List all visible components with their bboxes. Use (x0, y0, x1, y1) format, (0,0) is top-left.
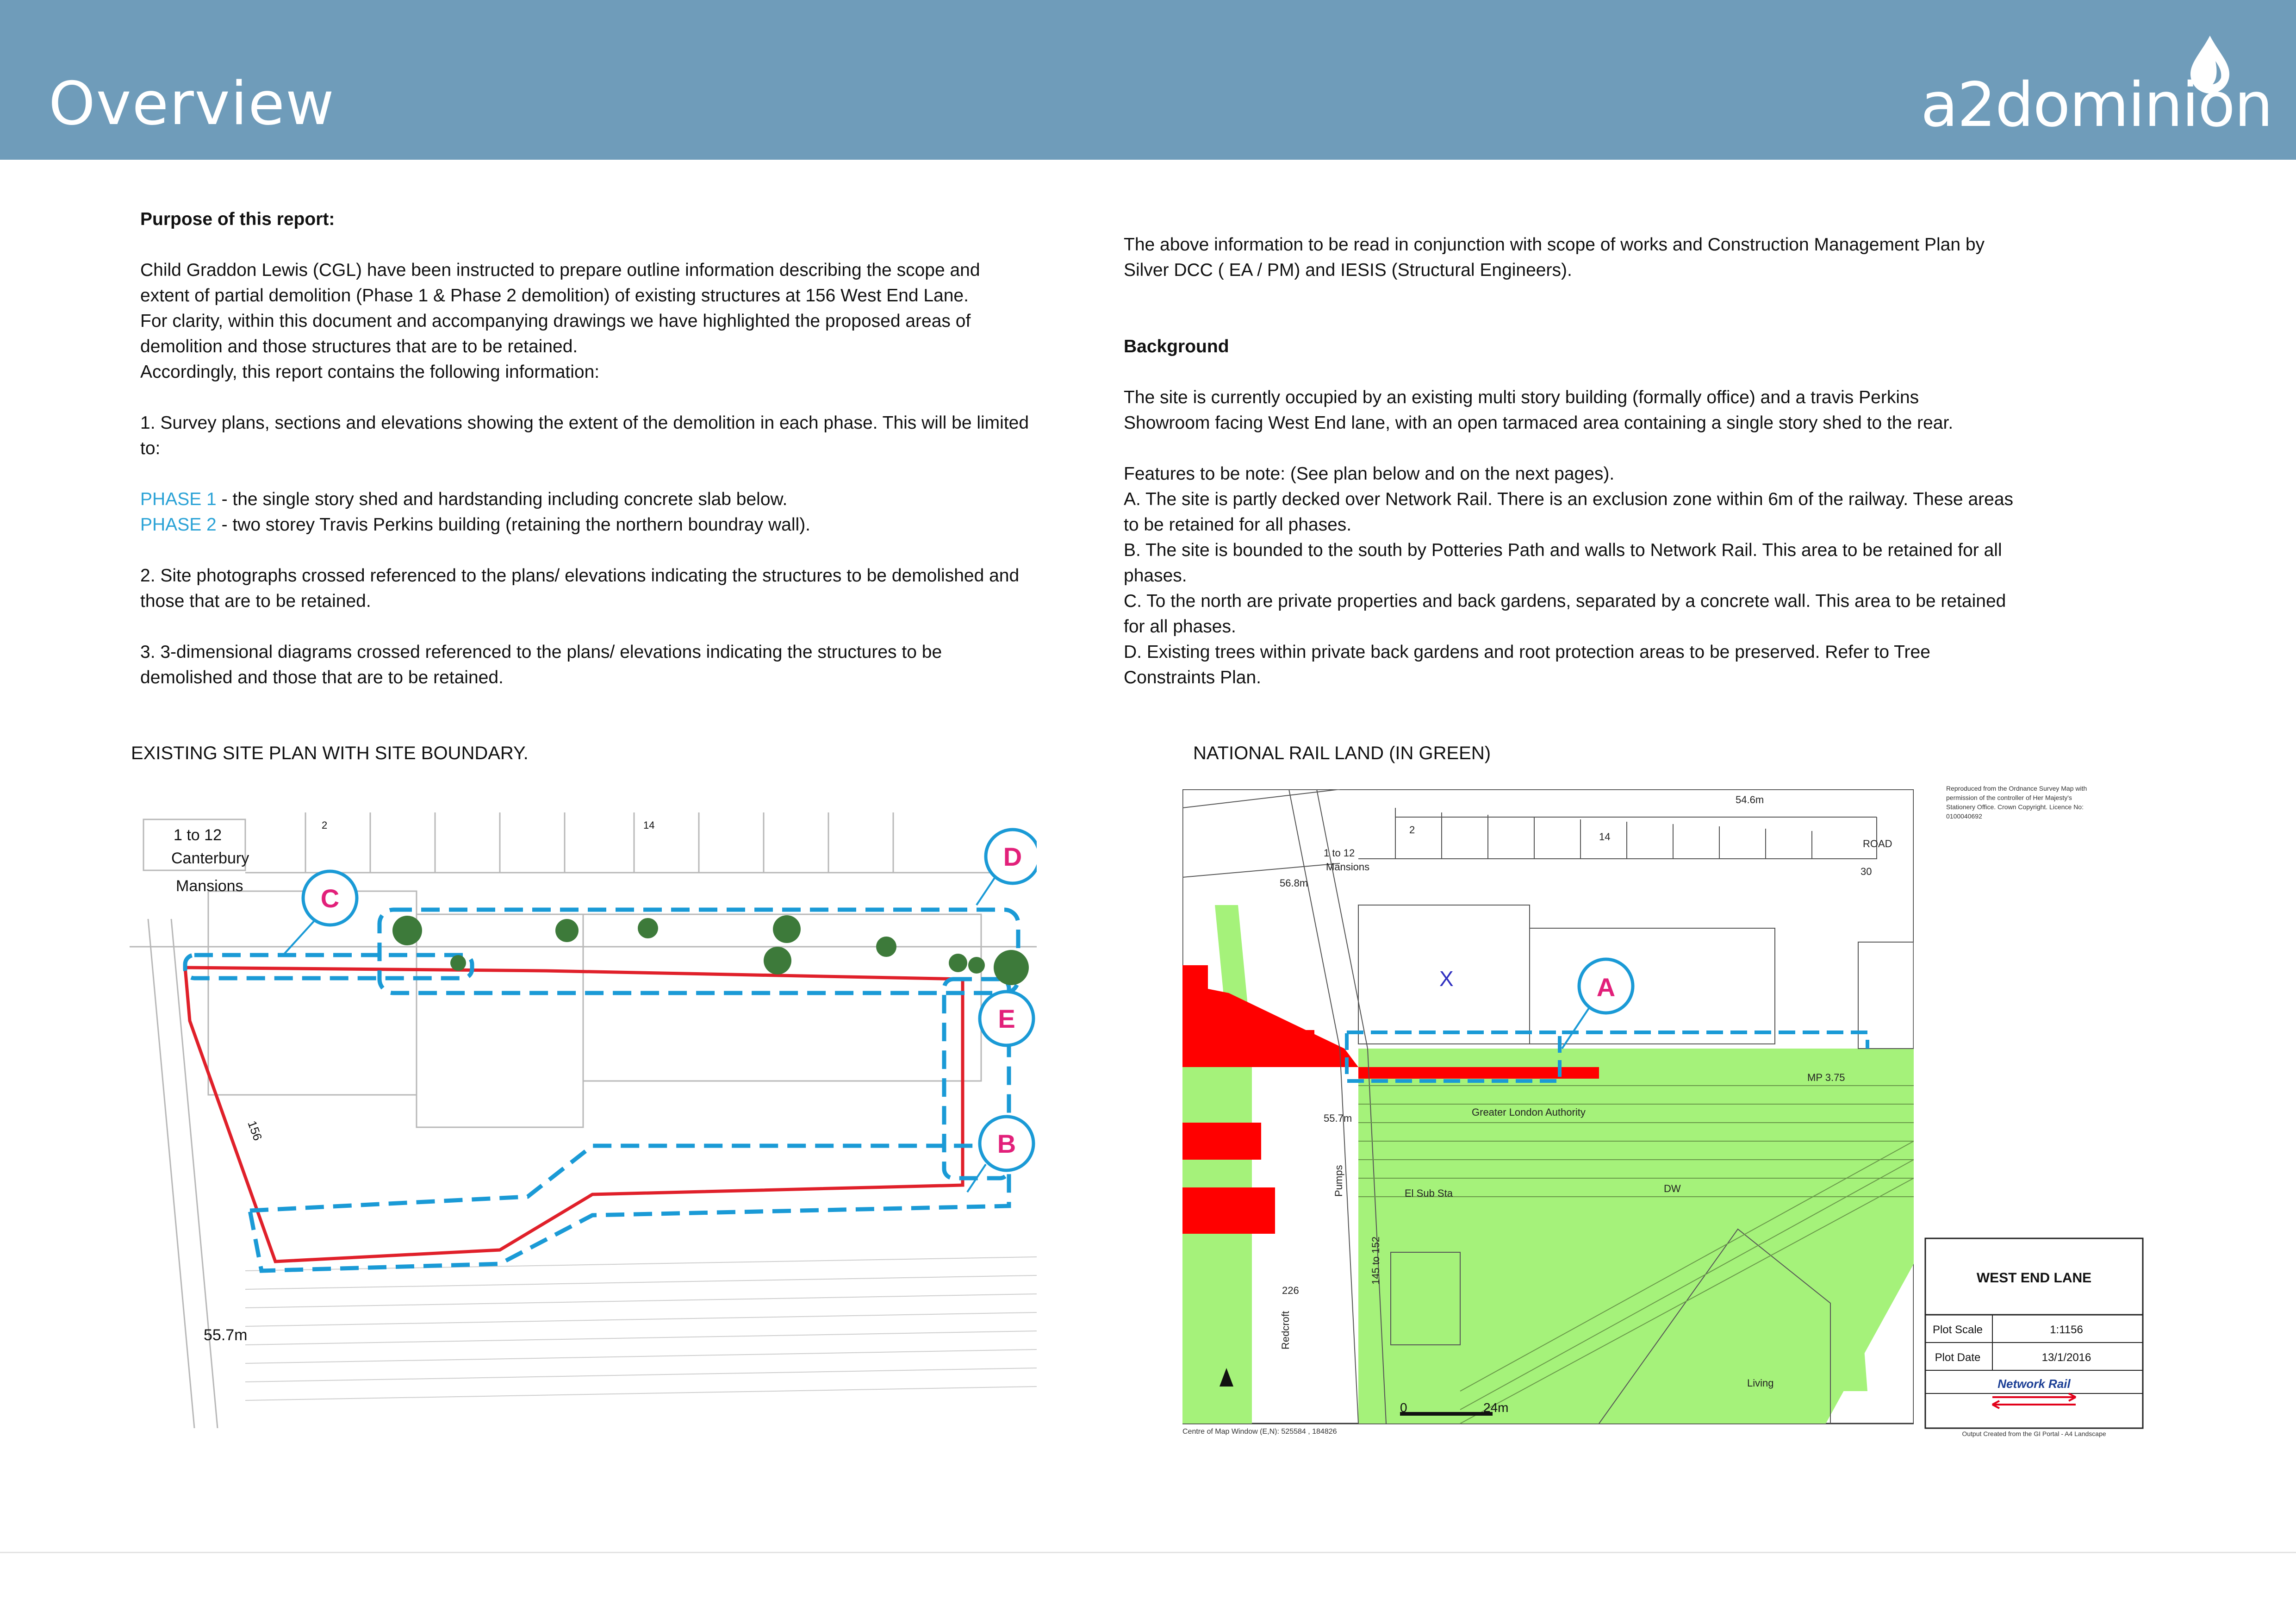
mansions-label: Mansions (176, 877, 243, 895)
right-plan-caption: NATIONAL RAIL LAND (IN GREEN) (1193, 743, 1491, 763)
copyright-line: Reproduced from the Ordnance Survey Map with (1946, 785, 2087, 792)
copyright-line: Stationery Office. Crown Copyright. Licence No: (1946, 803, 2084, 811)
marker-a: A (1596, 973, 1616, 1002)
background-line: Showroom facing West End lane, with an open tarmaced area containing a single story shed to the rear. (1124, 413, 1954, 433)
intro-line: demolition and those structures that are to be retained. (140, 337, 578, 356)
intro-line: Silver DCC ( EA / PM) and IESIS (Structural Engineers). (1124, 260, 1572, 280)
level-3-label: 56.8m (1280, 877, 1308, 889)
dw-label: DW (1664, 1183, 1681, 1194)
list-item-line: 1. Survey plans, sections and elevations showing the extent of the demolition in each phase. This will be limited (140, 413, 1029, 433)
number-2-label: 2 (1409, 824, 1415, 836)
number-156-label: 156 (245, 1118, 265, 1143)
redcroft-label: Redcroft (1280, 1311, 1291, 1349)
phase-1-line (140, 487, 1103, 512)
feature-line: Features to be note: (See plan below and on the next pages). (1124, 464, 1615, 484)
copyright-line: permission of the controller of Her Majesty's (1946, 794, 2072, 801)
left-plan-caption: EXISTING SITE PLAN WITH SITE BOUNDARY. (131, 743, 529, 763)
feature-line: D. Existing trees within private back gardens and root protection areas to be preserved. Refer to Tree (1124, 642, 1930, 662)
one-to-12-label: 1 to 12 (1324, 847, 1355, 859)
page-header (0, 0, 2296, 160)
level-label: 55.7m (204, 1326, 248, 1344)
gla-label: Greater London Authority (1472, 1106, 1586, 1118)
phase-1-label: PHASE 1 (140, 489, 217, 509)
pumps-label: Pumps (1333, 1165, 1344, 1197)
phase-2-line (140, 512, 1103, 537)
intro-line: Child Graddon Lewis (CGL) have been instructed to prepare outline information describing the scope and (140, 260, 980, 280)
list-item-line: those that are to be retained. (140, 591, 371, 611)
title-block-footer-note: Output Created from the GI Portal - A4 Landscape (1962, 1430, 2106, 1437)
feature-line: A. The site is partly decked over Network Rail. There is an exclusion zone within 6m of the railway. These areas (1124, 489, 2014, 509)
one-to-12-label: 1 to 12 (174, 826, 222, 844)
background-heading: Background (1124, 337, 1229, 356)
plot-scale-label: Plot Scale (1932, 1324, 1983, 1336)
scale-end-label: 24m (1483, 1400, 1509, 1415)
marker-e: E (998, 1004, 1015, 1033)
feature-line: to be retained for all phases. (1124, 515, 1352, 535)
number-226-label: 226 (1282, 1285, 1299, 1296)
map-centre-footer: Centre of Map Window (E,N): 525584 , 184826 (1182, 1428, 1337, 1435)
background-section (1124, 232, 2119, 690)
number-14-label: 14 (1599, 831, 1611, 843)
marker-c: C (320, 884, 340, 913)
background-line: The site is currently occupied by an existing multi story building (formally office) and a travis Perkins (1124, 387, 1919, 407)
range-label: 145 to 152 (1370, 1237, 1381, 1285)
level-label: 55.7m (1324, 1112, 1352, 1124)
list-item-line: 2. Site photographs crossed referenced to the plans/ elevations indicating the structures to be demolished and (140, 566, 1020, 586)
number-2-label: 2 (322, 819, 328, 831)
purpose-section (140, 206, 1103, 690)
feature-line: phases. (1124, 566, 1187, 586)
title-block (1923, 1236, 2145, 1440)
title-block-name: WEST END LANE (1976, 1270, 2092, 1286)
scale-start-label: 0 (1400, 1400, 1407, 1415)
purpose-heading: Purpose of this report: (140, 209, 335, 229)
feature-line: C. To the north are private properties and back gardens, separated by a concrete wall. This area to be retained (1124, 591, 2006, 611)
sub-station-label: El Sub Sta (1405, 1187, 1453, 1199)
plot-date-label: Plot Date (1935, 1351, 1981, 1364)
canterbury-label: Canterbury (171, 849, 249, 867)
intro-line: For clarity, within this document and accompanying drawings we have highlighted the proposed areas of (140, 311, 971, 331)
list-item-line: to: (140, 438, 161, 458)
mansions-label: Mansions (1326, 861, 1370, 873)
list-item-line: demolished and those that are to be retained. (140, 668, 504, 687)
national-rail-land-plan (1182, 789, 1914, 1435)
plot-scale-value: 1:1156 (2050, 1324, 2083, 1336)
brand-logo-text: a2dominion (1921, 69, 2272, 141)
intro-line: extent of partial demolition (Phase 1 & Phase 2 demolition) of existing structures at 156 West End Lane. (140, 286, 969, 306)
phase-2-label: PHASE 2 (140, 515, 217, 535)
marker-x: X (1439, 967, 1454, 991)
marker-d: D (1003, 842, 1022, 871)
intro-line: Accordingly, this report contains the following information: (140, 362, 600, 382)
existing-site-plan (130, 808, 1037, 1428)
level-2-label: 54.6m (1736, 794, 1764, 806)
feature-line: B. The site is bounded to the south by Potteries Path and walls to Network Rail. This area to be retained for all (1124, 540, 2002, 560)
list-item-line: 3. 3-dimensional diagrams crossed referenced to the plans/ elevations indicating the structures to be (140, 642, 942, 662)
footer-divider (0, 1552, 2296, 1553)
phase-1-text: - the single story shed and hardstanding including concrete slab below. (216, 489, 788, 509)
number-30-label: 30 (1860, 866, 1872, 877)
marker-b: B (997, 1129, 1016, 1158)
phase-2-text: - two storey Travis Perkins building (retaining the northern boundray wall). (216, 515, 811, 535)
copyright-line: 0100040692 (1946, 812, 1982, 820)
living-label: Living (1747, 1377, 1774, 1389)
road-label: ROAD (1863, 838, 1892, 849)
intro-line: The above information to be read in conjunction with scope of works and Construction Management Plan by (1124, 235, 1985, 255)
page-title: Overview (49, 69, 335, 138)
feature-line: Constraints Plan. (1124, 668, 1261, 687)
plot-date-value: 13/1/2016 (2041, 1351, 2091, 1364)
copyright-notice (1946, 782, 2122, 829)
mp-label: MP 3.75 (1807, 1072, 1845, 1083)
number-14-label: 14 (643, 819, 655, 831)
network-rail-logo-text: Network Rail (1997, 1377, 2071, 1391)
feature-line: for all phases. (1124, 617, 1236, 637)
